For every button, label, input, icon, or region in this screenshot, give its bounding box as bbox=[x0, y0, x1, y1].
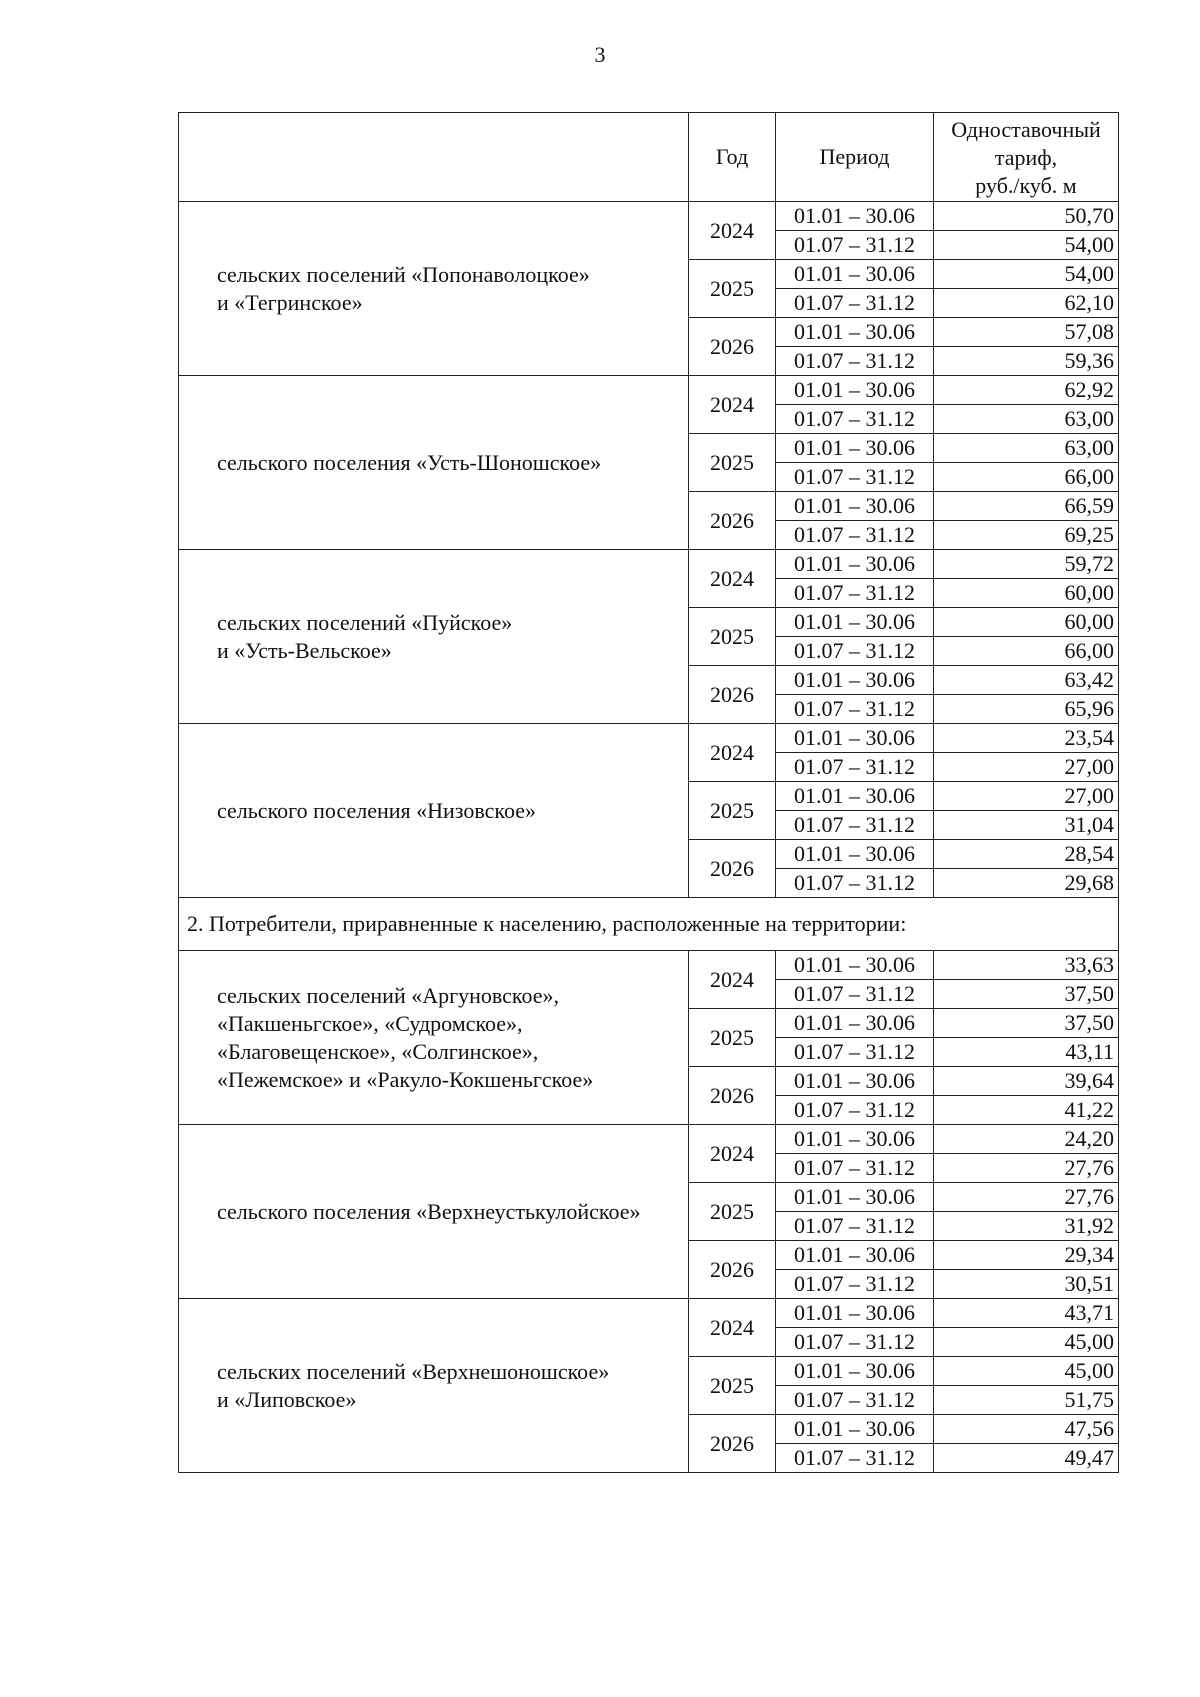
table-row bbox=[179, 1299, 1119, 1328]
settlement-name-cell bbox=[179, 951, 689, 1125]
period-cell: 01.01 – 30.06 bbox=[776, 782, 934, 811]
tariff-value-cell: 29,68 bbox=[934, 869, 1119, 898]
period-cell: 01.01 – 30.06 bbox=[776, 1357, 934, 1386]
period-cell: 01.01 – 30.06 bbox=[776, 951, 934, 980]
period-cell: 01.07 – 31.12 bbox=[776, 463, 934, 492]
page-number: 3 bbox=[594, 42, 606, 67]
period-cell: 01.07 – 31.12 bbox=[776, 753, 934, 782]
settlement-name-line: сельских поселений «Аргуновское», bbox=[217, 982, 560, 1008]
header-year: Год bbox=[689, 113, 776, 202]
year-cell: 2026 bbox=[689, 666, 776, 724]
tariff-table bbox=[178, 112, 1119, 1473]
year-cell: 2024 bbox=[689, 202, 776, 260]
settlement-name-line: и «Липовское» bbox=[217, 1386, 357, 1412]
period-cell: 01.07 – 31.12 bbox=[776, 695, 934, 724]
settlement-name-line: сельских поселений «Верхнешоношское» bbox=[217, 1358, 610, 1384]
period-cell: 01.07 – 31.12 bbox=[776, 231, 934, 260]
settlement-name-line: и «Усть-Вельское» bbox=[217, 637, 392, 663]
year-cell: 2025 bbox=[689, 608, 776, 666]
tariff-value-cell: 63,00 bbox=[934, 405, 1119, 434]
settlement-name-cell bbox=[179, 202, 689, 376]
tariff-value-cell: 43,71 bbox=[934, 1299, 1119, 1328]
tariff-value-cell: 66,00 bbox=[934, 637, 1119, 666]
tariff-value-cell: 37,50 bbox=[934, 1009, 1119, 1038]
period-cell: 01.01 – 30.06 bbox=[776, 550, 934, 579]
period-cell: 01.01 – 30.06 bbox=[776, 1125, 934, 1154]
year-cell: 2026 bbox=[689, 840, 776, 898]
header-period: Период bbox=[776, 113, 934, 202]
period-cell: 01.07 – 31.12 bbox=[776, 1212, 934, 1241]
period-cell: 01.01 – 30.06 bbox=[776, 724, 934, 753]
header-tariff-line: тариф, bbox=[994, 145, 1058, 170]
tariff-value-cell: 54,00 bbox=[934, 260, 1119, 289]
tariff-value-cell: 23,54 bbox=[934, 724, 1119, 753]
year-cell: 2024 bbox=[689, 1125, 776, 1183]
tariff-value-cell: 45,00 bbox=[934, 1328, 1119, 1357]
year-cell: 2026 bbox=[689, 1067, 776, 1125]
tariff-value-cell: 45,00 bbox=[934, 1357, 1119, 1386]
tariff-value-cell: 24,20 bbox=[934, 1125, 1119, 1154]
tariff-table-body bbox=[179, 113, 1119, 1473]
period-cell: 01.01 – 30.06 bbox=[776, 1009, 934, 1038]
tariff-value-cell: 33,63 bbox=[934, 951, 1119, 980]
period-cell: 01.07 – 31.12 bbox=[776, 637, 934, 666]
tariff-value-cell: 62,10 bbox=[934, 289, 1119, 318]
settlement-name-line: сельского поселения «Верхнеустькулойское» bbox=[217, 1198, 641, 1224]
settlement-name-line: сельского поселения «Усть-Шоношское» bbox=[217, 449, 602, 475]
tariff-value-cell: 47,56 bbox=[934, 1415, 1119, 1444]
tariff-value-cell: 31,04 bbox=[934, 811, 1119, 840]
period-cell: 01.07 – 31.12 bbox=[776, 1270, 934, 1299]
tariff-value-cell: 50,70 bbox=[934, 202, 1119, 231]
tariff-value-cell: 37,50 bbox=[934, 980, 1119, 1009]
settlement-name-line: «Пакшеньгское», «Судромское», bbox=[217, 1010, 523, 1036]
tariff-value-cell: 60,00 bbox=[934, 579, 1119, 608]
year-cell: 2024 bbox=[689, 951, 776, 1009]
period-cell: 01.07 – 31.12 bbox=[776, 1328, 934, 1357]
settlement-name-line: сельских поселений «Пуйское» bbox=[217, 609, 513, 635]
year-cell: 2024 bbox=[689, 376, 776, 434]
period-cell: 01.07 – 31.12 bbox=[776, 521, 934, 550]
header-name-cell bbox=[179, 113, 689, 202]
period-cell: 01.07 – 31.12 bbox=[776, 811, 934, 840]
period-cell: 01.07 – 31.12 bbox=[776, 1154, 934, 1183]
period-cell: 01.01 – 30.06 bbox=[776, 318, 934, 347]
tariff-value-cell: 66,00 bbox=[934, 463, 1119, 492]
header-tariff-line: Одноставочный bbox=[951, 117, 1101, 142]
tariff-value-cell: 60,00 bbox=[934, 608, 1119, 637]
period-cell: 01.01 – 30.06 bbox=[776, 1241, 934, 1270]
table-row bbox=[179, 724, 1119, 753]
header-tariff-line: руб./куб. м bbox=[975, 173, 1077, 198]
year-cell: 2025 bbox=[689, 1183, 776, 1241]
section-heading-row bbox=[179, 898, 1119, 951]
settlement-name-line: «Пежемское» и «Ракуло-Кокшеньгское» bbox=[217, 1066, 594, 1092]
year-cell: 2024 bbox=[689, 724, 776, 782]
period-cell: 01.01 – 30.06 bbox=[776, 434, 934, 463]
tariff-value-cell: 57,08 bbox=[934, 318, 1119, 347]
tariff-value-cell: 63,42 bbox=[934, 666, 1119, 695]
table-row bbox=[179, 550, 1119, 579]
tariff-value-cell: 27,00 bbox=[934, 782, 1119, 811]
settlement-name-cell bbox=[179, 1299, 689, 1473]
period-cell: 01.07 – 31.12 bbox=[776, 1444, 934, 1473]
tariff-value-cell: 43,11 bbox=[934, 1038, 1119, 1067]
year-cell: 2024 bbox=[689, 550, 776, 608]
header-tariff bbox=[934, 113, 1119, 202]
period-cell: 01.01 – 30.06 bbox=[776, 260, 934, 289]
period-cell: 01.01 – 30.06 bbox=[776, 666, 934, 695]
period-cell: 01.01 – 30.06 bbox=[776, 492, 934, 521]
period-cell: 01.07 – 31.12 bbox=[776, 405, 934, 434]
tariff-value-cell: 31,92 bbox=[934, 1212, 1119, 1241]
tariff-value-cell: 41,22 bbox=[934, 1096, 1119, 1125]
settlement-name-cell bbox=[179, 724, 689, 898]
tariff-value-cell: 49,47 bbox=[934, 1444, 1119, 1473]
period-cell: 01.01 – 30.06 bbox=[776, 1067, 934, 1096]
tariff-value-cell: 30,51 bbox=[934, 1270, 1119, 1299]
tariff-value-cell: 62,92 bbox=[934, 376, 1119, 405]
settlement-name-line: сельских поселений «Попонаволоцкое» bbox=[217, 261, 590, 287]
settlement-name-cell bbox=[179, 376, 689, 550]
tariff-value-cell: 27,76 bbox=[934, 1154, 1119, 1183]
tariff-value-cell: 54,00 bbox=[934, 231, 1119, 260]
tariff-value-cell: 28,54 bbox=[934, 840, 1119, 869]
table-row bbox=[179, 376, 1119, 405]
table-header-row bbox=[179, 113, 1119, 202]
tariff-value-cell: 66,59 bbox=[934, 492, 1119, 521]
period-cell: 01.01 – 30.06 bbox=[776, 1183, 934, 1212]
period-cell: 01.07 – 31.12 bbox=[776, 1038, 934, 1067]
settlement-name-line: сельского поселения «Низовское» bbox=[217, 797, 536, 823]
table-row bbox=[179, 1125, 1119, 1154]
year-cell: 2026 bbox=[689, 1241, 776, 1299]
period-cell: 01.01 – 30.06 bbox=[776, 1415, 934, 1444]
year-cell: 2025 bbox=[689, 434, 776, 492]
year-cell: 2026 bbox=[689, 318, 776, 376]
tariff-value-cell: 27,76 bbox=[934, 1183, 1119, 1212]
period-cell: 01.01 – 30.06 bbox=[776, 202, 934, 231]
year-cell: 2025 bbox=[689, 260, 776, 318]
tariff-value-cell: 27,00 bbox=[934, 753, 1119, 782]
tariff-value-cell: 51,75 bbox=[934, 1386, 1119, 1415]
table-row bbox=[179, 951, 1119, 980]
tariff-value-cell: 59,36 bbox=[934, 347, 1119, 376]
period-cell: 01.07 – 31.12 bbox=[776, 579, 934, 608]
tariff-value-cell: 59,72 bbox=[934, 550, 1119, 579]
tariff-value-cell: 69,25 bbox=[934, 521, 1119, 550]
period-cell: 01.07 – 31.12 bbox=[776, 1386, 934, 1415]
period-cell: 01.07 – 31.12 bbox=[776, 289, 934, 318]
year-cell: 2025 bbox=[689, 1009, 776, 1067]
period-cell: 01.01 – 30.06 bbox=[776, 1299, 934, 1328]
period-cell: 01.07 – 31.12 bbox=[776, 980, 934, 1009]
period-cell: 01.01 – 30.06 bbox=[776, 376, 934, 405]
tariff-value-cell: 39,64 bbox=[934, 1067, 1119, 1096]
year-cell: 2026 bbox=[689, 1415, 776, 1473]
settlement-name-cell bbox=[179, 1125, 689, 1299]
tariff-value-cell: 65,96 bbox=[934, 695, 1119, 724]
tariff-value-cell: 63,00 bbox=[934, 434, 1119, 463]
settlement-name-line: «Благовещенское», «Солгинское», bbox=[217, 1038, 539, 1064]
year-cell: 2026 bbox=[689, 492, 776, 550]
table-row bbox=[179, 202, 1119, 231]
period-cell: 01.01 – 30.06 bbox=[776, 840, 934, 869]
period-cell: 01.01 – 30.06 bbox=[776, 608, 934, 637]
year-cell: 2024 bbox=[689, 1299, 776, 1357]
tariff-value-cell: 29,34 bbox=[934, 1241, 1119, 1270]
section-2-heading: 2. Потребители, приравненные к населению, расположенные на территории: bbox=[179, 898, 1119, 951]
settlement-name-cell bbox=[179, 550, 689, 724]
year-cell: 2025 bbox=[689, 1357, 776, 1415]
settlement-name-line: и «Тегринское» bbox=[217, 289, 363, 315]
period-cell: 01.07 – 31.12 bbox=[776, 1096, 934, 1125]
period-cell: 01.07 – 31.12 bbox=[776, 347, 934, 376]
period-cell: 01.07 – 31.12 bbox=[776, 869, 934, 898]
year-cell: 2025 bbox=[689, 782, 776, 840]
tariff-table-container bbox=[178, 112, 1119, 1473]
